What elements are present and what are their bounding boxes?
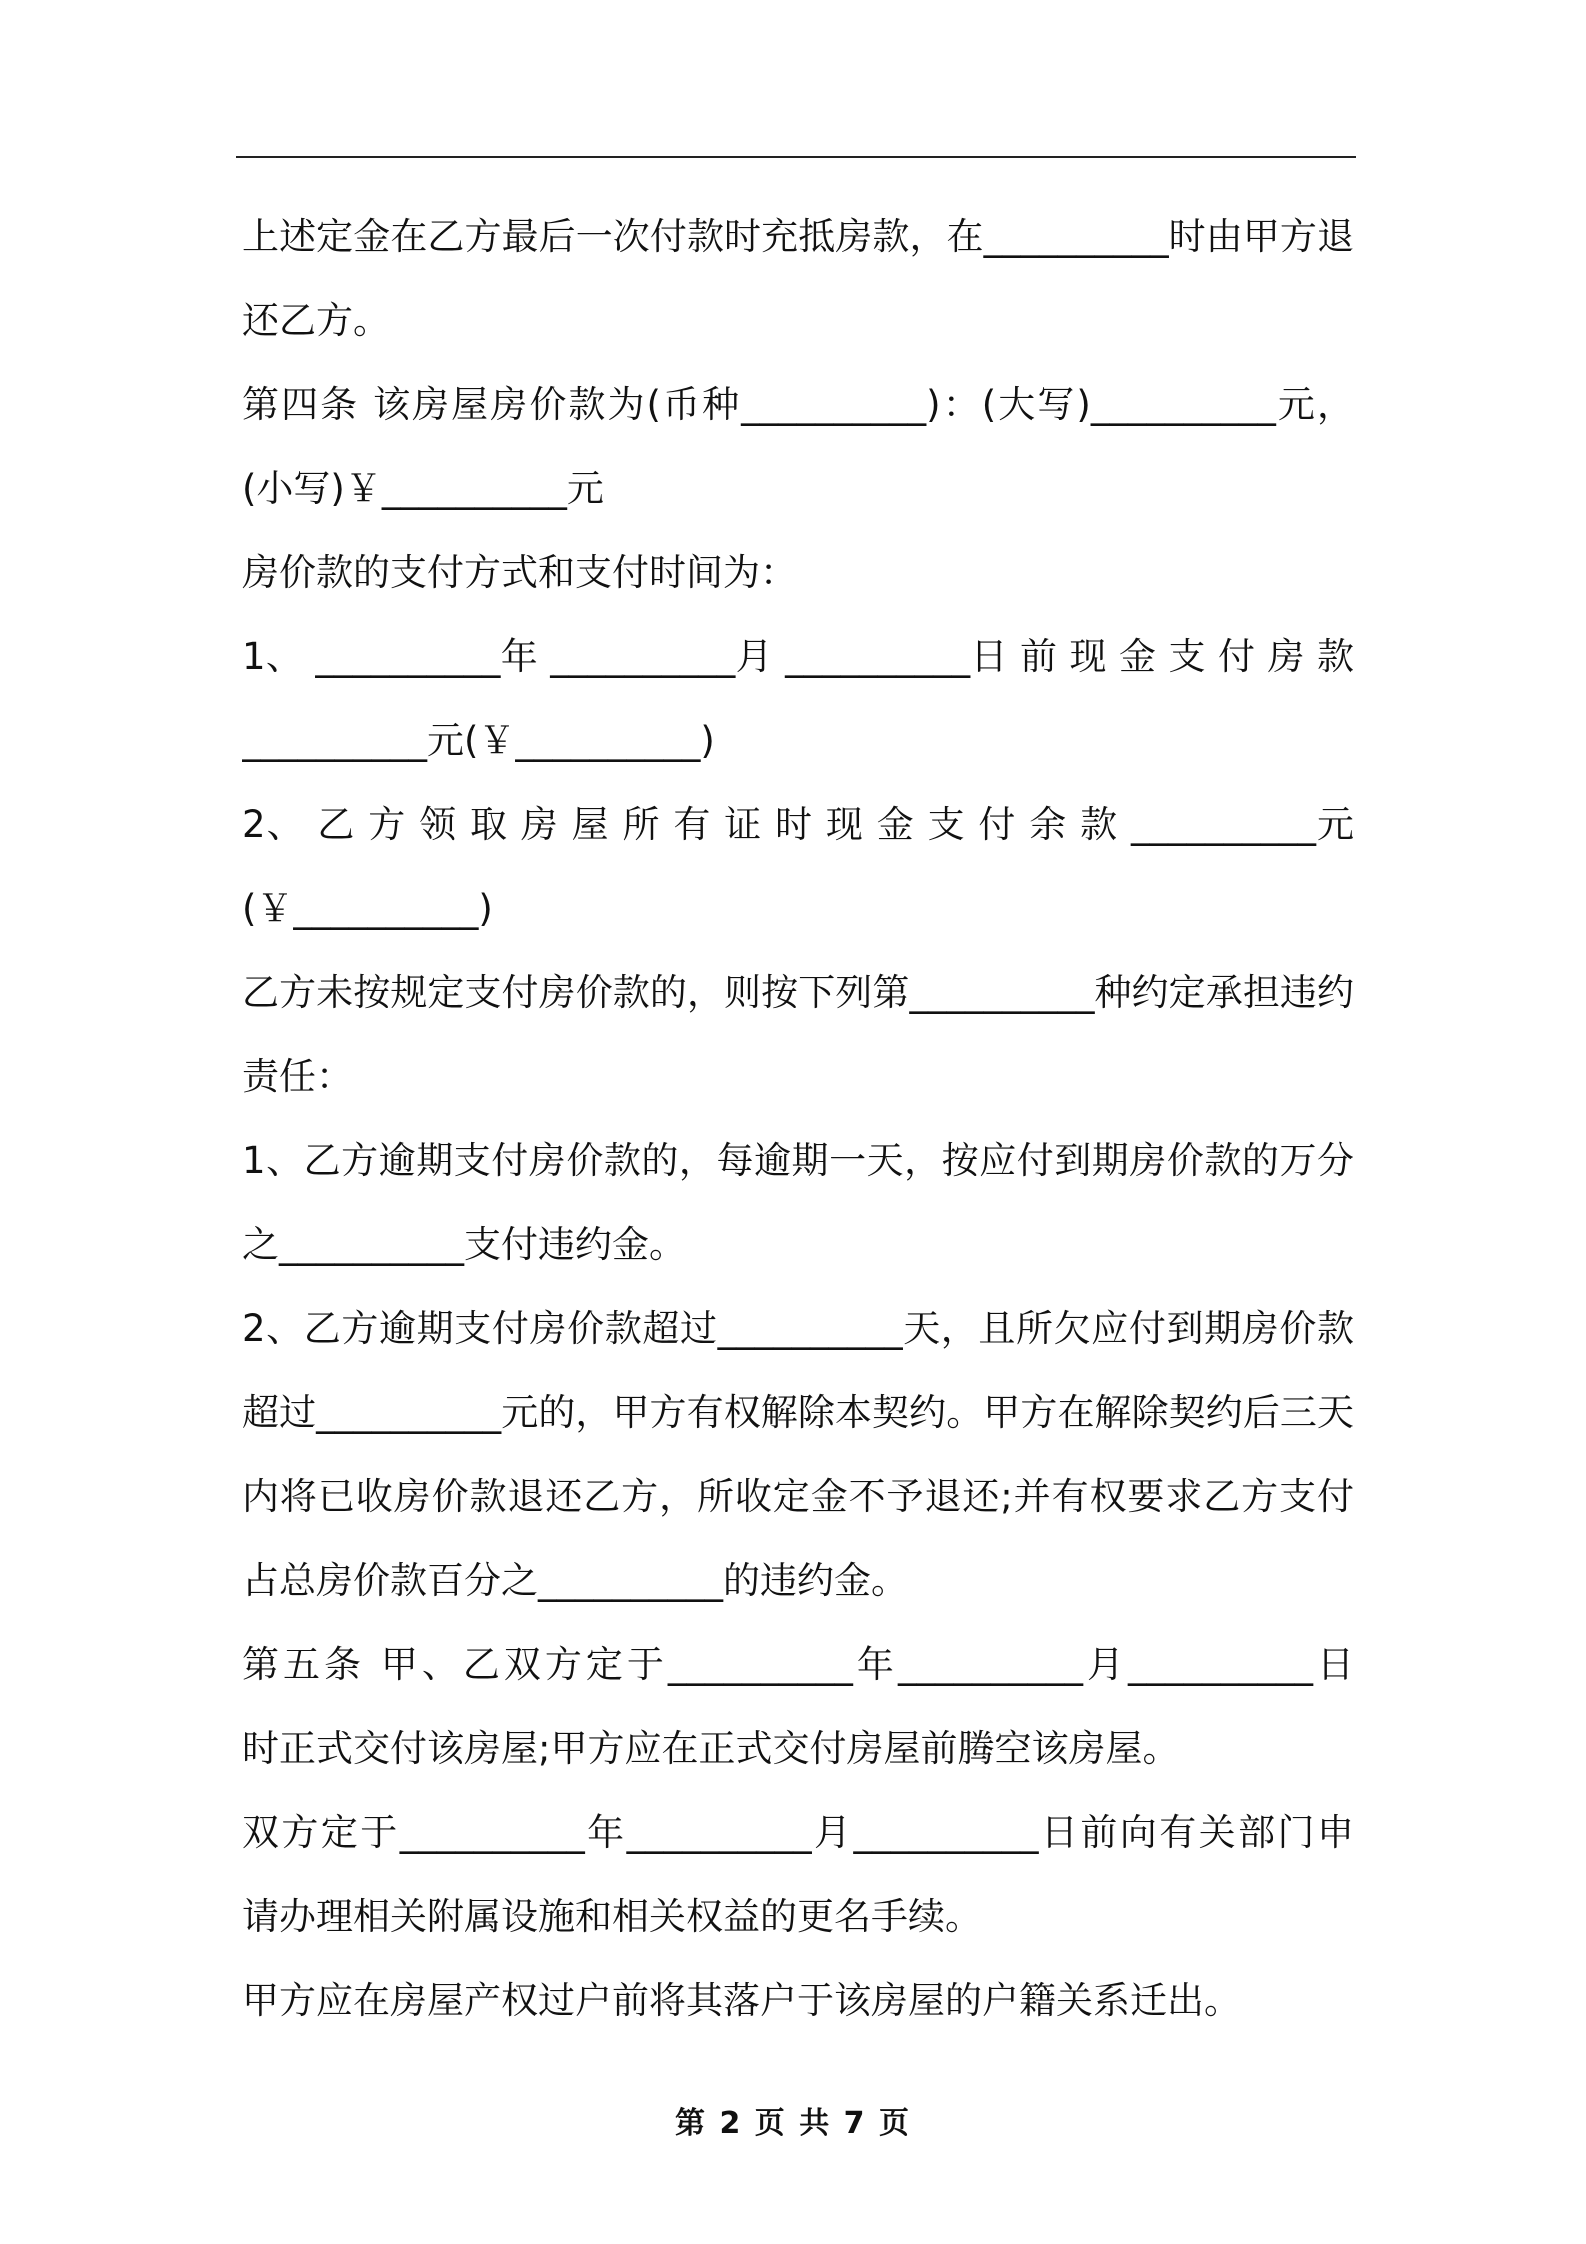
page-number: 第 2 页 共 7 页 (675, 2106, 911, 2141)
payment-item-1: 1、 __________年 __________月 __________日 前 现 金 支 付 房 款 (242, 635, 1354, 678)
paragraph-line: __________元(￥__________) (242, 719, 715, 762)
article-four-line: 第四条 该房屋房价款为(币种__________)：(大写)__________元， (242, 383, 1354, 426)
paragraph-line: 时正式交付该房屋;甲方应在正式交付房屋前腾空该房屋。 (242, 1727, 1180, 1770)
paragraph-line: 甲方应在房屋产权过户前将其落户于该房屋的户籍关系迁出。 (242, 1979, 1241, 2022)
paragraph-line: 之__________支付违约金。 (242, 1223, 686, 1266)
paragraph-line: 责任： (242, 1055, 353, 1098)
liability-item-2: 2、乙方逾期支付房价款超过__________天，且所欠应付到期房价款 (242, 1307, 1354, 1350)
paragraph-line: 双方定于__________年__________月__________日前向有关部门申 (242, 1811, 1354, 1854)
paragraph-line: 请办理相关附属设施和相关权益的更名手续。 (242, 1895, 982, 1938)
paragraph-line: (￥__________) (242, 887, 493, 930)
document-body (242, 195, 1354, 2043)
article-five-line: 第五条 甲、乙双方定于__________年__________月__________日 (242, 1643, 1354, 1686)
paragraph-line: 上述定金在乙方最后一次付款时充抵房款，在__________时由甲方退 (242, 215, 1354, 258)
paragraph-line: 超过__________元的，甲方有权解除本契约。甲方在解除契约后三天 (242, 1391, 1354, 1434)
paragraph-line: 内将已收房价款退还乙方，所收定金不予退还;并有权要求乙方支付 (242, 1475, 1354, 1518)
paragraph-line: 房价款的支付方式和支付时间为： (242, 551, 797, 594)
paragraph-line: 乙方未按规定支付房价款的，则按下列第__________种约定承担违约 (242, 971, 1354, 1014)
payment-item-2: 2、 乙 方 领 取 房 屋 所 有 证 时 现 金 支 付 余 款 __________元 (242, 803, 1354, 846)
header-rule (236, 156, 1356, 158)
liability-item-1: 1、乙方逾期支付房价款的，每逾期一天，按应付到期房价款的万分 (242, 1139, 1354, 1182)
paragraph-line: 还乙方。 (242, 299, 390, 342)
paragraph-line: 占总房价款百分之__________的违约金。 (242, 1559, 908, 1602)
paragraph-line: (小写)￥__________元 (242, 467, 604, 510)
